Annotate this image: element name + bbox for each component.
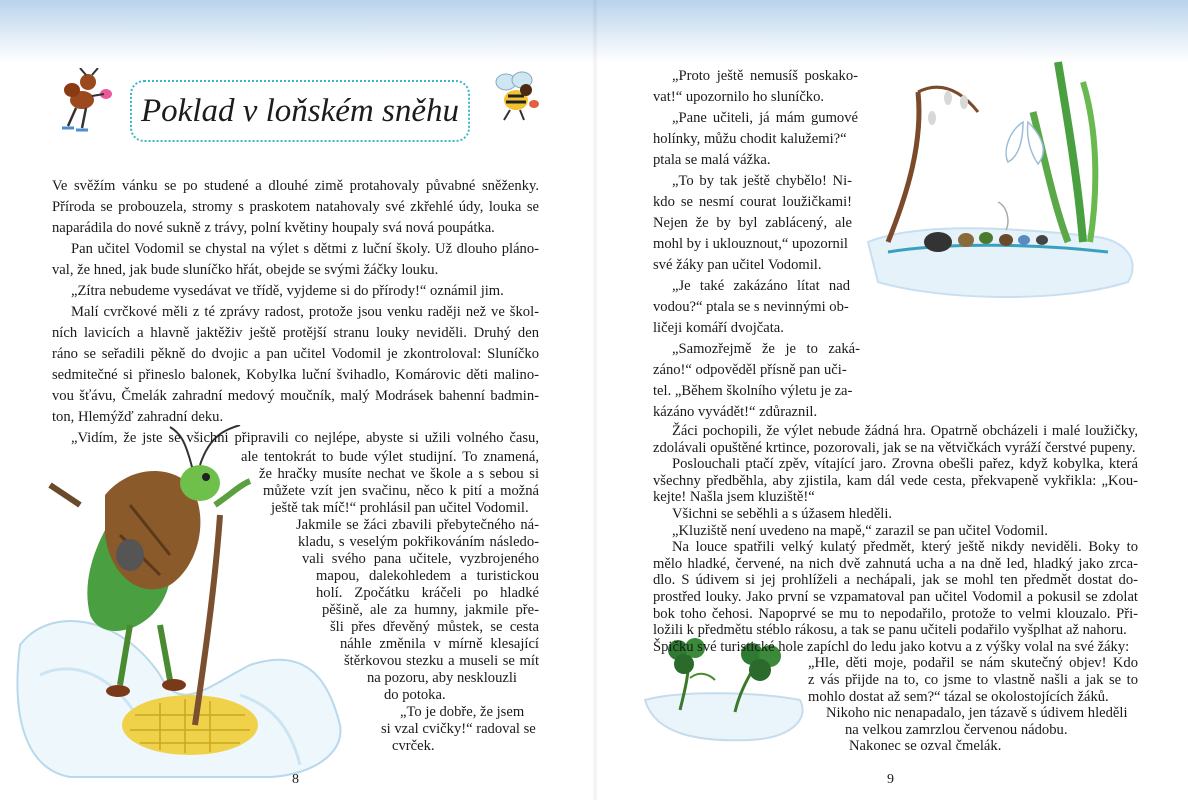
left-line-15: že hračky musíte nechat ve škole a s sebou si: [259, 466, 539, 482]
right-line-10: své žáky pan učitel Vodomil.: [653, 257, 822, 273]
right-line-37: Nakonec se ozval čmelák.: [849, 738, 1002, 755]
right-line-5: ptala se malá vážka.: [653, 152, 771, 168]
right-line-23: Všichni se seběhli a s úžasem hleděli.: [672, 506, 893, 522]
left-line-19: kladu, s veselým pokřikováním následo-: [298, 534, 539, 550]
left-line-8: ních lavicích a hlavně jaktěživ ještě protější stranu louky neviděli. Druhý den: [52, 325, 539, 341]
right-line-31: Špičku své turistické hole zapíchl do ledu jako kotvu a z výšky volal na své žáky:: [653, 638, 1130, 655]
right-line-32: „Hle, děti moje, podařil se nám skutečný objev! Kdo: [808, 655, 1138, 672]
left-line-23: pěšině, ale za humny, jakmile pře-: [322, 602, 539, 618]
left-line-25: náhle změnila v mírně klesající: [340, 636, 539, 652]
left-line-9: ráno se seřadili pěkně do dvojic a pan učitel Vodomil je zkontroloval: Sluníčko: [52, 346, 539, 362]
left-line-14: ale tentokrát to bude výlet studijní. To znamená,: [241, 449, 539, 465]
snowdrop-creatures-illustration: [858, 52, 1144, 314]
right-line-26: mělo hladké, červené, na nich dvě zahnutá ucha a na dně led, hladký jako zrca-: [653, 555, 1138, 572]
left-line-1: Ve svěžím vánku se po studené a dlouhé zimě protahovaly půvabné sněženky.: [52, 178, 539, 194]
right-line-28: prostřed louky. Jako první se vzpamatoval pan učitel Vodomil a pokusil se zdolat: [653, 589, 1138, 605]
right-line-30: ložili k předmětu stéblo rákosu, a tak se panu učiteli podařilo vyšplhat až nahoru.: [653, 622, 1127, 639]
right-line-20: Poslouchali ptačí zpěv, vítající jaro. Zrovna obešli pařez, když kobylka, která: [672, 456, 1138, 473]
right-line-36: na velkou zamrzlou červenou nádobu.: [845, 721, 1068, 738]
right-line-1: „Proto ještě nemusíš poskako-: [672, 68, 858, 84]
bee-illustration: [486, 68, 546, 124]
right-line-19: zdolávali opuštěné krtince, pozorovali, jak se na větvičkách vyráží čerstvé pupeny.: [653, 439, 1136, 456]
left-line-5: val, že hned, jak bude sluníčko hřát, obejde se svými žáčky louku.: [52, 262, 439, 278]
right-line-35: Nikoho nic nenapadalo, jen tázavě s údivem hleděli: [826, 705, 1128, 722]
right-line-2: vat!“ upozornilo ho sluníčko.: [653, 89, 825, 105]
right-line-7: kdo se nesmí courat loužičkami!: [653, 194, 852, 210]
left-line-17: ještě tak míč!“ prohlásil pan učitel Vodomil.: [271, 500, 529, 516]
right-line-27: dlo. S údivem si jej prohlíželi a nechápali, jak se mohl ten předmět dostat do-: [653, 572, 1138, 589]
right-line-6: „To by tak ještě chybělo! Ni-: [672, 173, 852, 189]
left-line-31: cvrček.: [392, 738, 435, 754]
right-line-15: záno!“ odpověděl přísně pan uči-: [653, 362, 847, 378]
left-line-26: štěrkovou stezku a museli se mít: [344, 653, 539, 669]
left-line-27: na pozoru, aby nesklouzli: [367, 670, 517, 686]
right-line-34: mohlo dostat až sem?“ tázal se okolostojících žáků.: [808, 688, 1109, 705]
left-line-4: Pan učitel Vodomil se chystal na výlet s dětmi z luční školy. Už dlouho pláno-: [71, 241, 539, 257]
left-line-29: „To je dobře, že jsem: [400, 704, 525, 720]
right-line-9: mohl by i uklouznout,“ upozornil: [653, 236, 848, 252]
left-line-16: můžete vzít jen svačinu, něco k pití a možná: [263, 483, 539, 499]
right-line-16: tel. „Během školního výletu je za-: [653, 383, 853, 399]
story-title: Poklad v loňském sněhu: [130, 80, 470, 142]
left-line-7: Malí cvrčkové měli z té zprávy radost, protože jsou venku raději než ve škol-: [71, 304, 539, 320]
right-line-25: Na louce spatřili velký kulatý předmět, který ještě nikdy neviděli. Boky to: [672, 539, 1138, 556]
right-line-13: ličeji komáří dvojčata.: [653, 320, 784, 336]
right-line-17: kázáno vyvádět!“ zdůraznil.: [653, 404, 818, 420]
left-line-6: „Zítra nebudeme vysedávat ve třídě, vyjdeme si do přírody!“ oznámil jim.: [71, 283, 504, 299]
left-line-22: holí. Zpočátku kráčeli po hladké: [316, 585, 539, 601]
left-page-number: 8: [292, 772, 299, 787]
book-gutter: [592, 0, 598, 800]
left-line-2: Příroda se probouzela, stromy s praskotem natahovaly své zkřehlé údy, louka se: [52, 199, 539, 215]
left-line-13: „Vidím, že jste se všichni připravili co nejlépe, abyste si užili volného času,: [71, 430, 539, 446]
left-line-3: naparádila do nové sukně z trávy, polní květiny houpaly svá nová poupátka.: [52, 220, 495, 236]
left-line-11: vou šťávu, Čmelák zahradní medový moučník, malý Modrásek bahenní badmin-: [52, 388, 539, 404]
right-line-29: bok toho čehosi. Napoprvé se mu to nepodařilo, protože to velmi klouzalo. Při-: [653, 605, 1138, 622]
left-line-12: ton, Hlemýžď zahradní deku.: [52, 409, 224, 425]
right-line-18: Žáci pochopili, že výlet nebude žádná hra. Opatrně obcházeli i malé loužičky,: [672, 423, 1138, 439]
right-line-4: holínky, můžu chodit kalužemi?“: [653, 131, 847, 147]
right-line-14: „Samozřejmě že je to zaká-: [672, 341, 860, 357]
right-line-3: „Pane učiteli, já mám gumové: [672, 110, 858, 126]
right-line-12: vodou?“ ptala se s nevinnými ob-: [653, 299, 849, 315]
right-line-11: „Je také zakázáno lítat nad: [672, 278, 850, 294]
left-line-20: vali svého pana učitele, vyzbrojeného: [302, 551, 539, 567]
ant-skater-illustration: [48, 68, 118, 136]
right-line-21: všechny předběhla, aby zjistila, kam dál vede cesta, překvapeně vykřikla: „Kou-: [653, 472, 1138, 489]
right-line-8: Nejen že by byl zablácený, ale: [653, 215, 852, 231]
left-line-30: si vzal cvičky!“ radoval se: [381, 721, 536, 737]
right-page-number: 9: [887, 772, 894, 787]
left-line-10: sedmitečné si přineslo balonek, Kobylka luční švihadlo, Komárovic děti malino-: [52, 367, 539, 383]
right-line-22: kejte! Našla jsem kluziště!“: [653, 489, 815, 506]
right-line-33: z vás přijde na to, co jsme to vlastně našli a jak se to: [808, 672, 1138, 688]
left-line-21: mapou, dalekohledem a turistickou: [316, 568, 539, 584]
left-line-18: Jakmile se žáci zbavili přebytečného ná-: [296, 517, 539, 533]
right-line-24: „Kluziště není uvedeno na mapě,“ zarazil se pan učitel Vodomil.: [672, 522, 1048, 539]
left-line-24: šli přes dřevěný můstek, se cesta: [330, 619, 539, 635]
left-line-28: do potoka.: [384, 687, 446, 703]
